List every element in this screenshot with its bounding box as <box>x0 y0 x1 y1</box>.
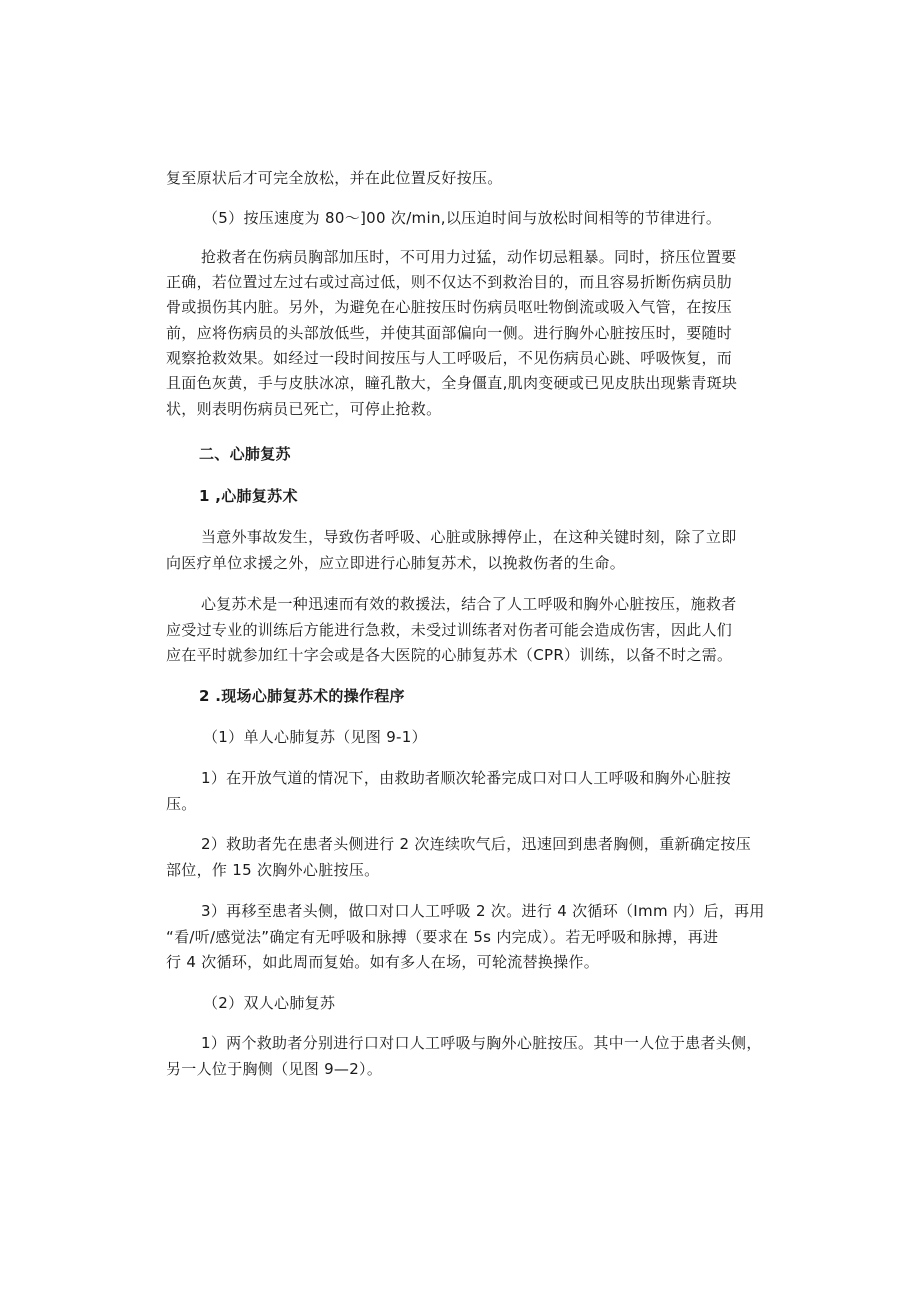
paragraph-line: 另一人位于胸侧（见图 9—2）。 <box>166 1060 383 1078</box>
text-line: 复至原状后才可完全放松，并在此位置反好按压。 <box>166 169 503 187</box>
paragraph-line: 1）两个救助者分别进行口对口人工呼吸与胸外心脏按压。其中一人位于患者头侧， <box>201 1034 762 1052</box>
paragraph-line: “看/听/感觉法”确定有无呼吸和脉搏（要求在 5s 内完成）。若无呼吸和脉搏，再进 <box>166 928 719 946</box>
paragraph-line: 状，则表明伤病员已死亡，可停止抢救。 <box>166 400 442 418</box>
paragraph-line: 应受过专业的训练后方能进行急救，未受过训练者对伤者可能会造成伤害，因此人们 <box>166 621 733 639</box>
subsection-heading: 1 ,心肺复苏术 <box>199 487 298 505</box>
paragraph-line: 正确，若位置过左过右或过高过低，则不仅达不到救治目的，而且容易折断伤病员肋 <box>166 273 733 291</box>
text-line: （5）按压速度为 80〜]00 次/min,以压迫时间与放松时间相等的节律进行。 <box>203 209 722 227</box>
item-heading: （1）单人心肺复苏（见图 9-1） <box>203 728 427 746</box>
paragraph-line: 前，应将伤病员的头部放低些，并使其面部偏向一侧。进行胸外心脏按压时，要随时 <box>166 324 733 342</box>
paragraph-line: 2）救助者先在患者头侧进行 2 次连续吹气后，迅速回到患者胸侧，重新确定按压 <box>201 835 752 853</box>
paragraph-line: 压。 <box>166 795 197 813</box>
paragraph-line: 部位，作 15 次胸外心脏按压。 <box>166 861 380 879</box>
section-heading: 二、心肺复苏 <box>199 445 291 463</box>
paragraph-line: 骨或损伤其内脏。另外，为避免在心脏按压时伤病员呕吐物倒流或吸入气管，在按压 <box>166 298 733 316</box>
subsection-heading: 2 .现场心肺复苏术的操作程序 <box>199 687 405 705</box>
item-heading: （2）双人心肺复苏 <box>203 994 336 1012</box>
paragraph-line: 当意外事故发生，导致伤者呼吸、心脏或脉搏停止，在这种关键时刻，除了立即 <box>201 528 737 546</box>
paragraph-line: 向医疗单位求援之外，应立即进行心肺复苏术，以挽救伤者的生命。 <box>166 554 626 572</box>
paragraph-line: 抢救者在伤病员胸部加压时，不可用力过猛，动作切忌粗暴。同时，挤压位置要 <box>201 248 737 266</box>
paragraph-line: 且面色灰黄，手与皮肤冰凉，瞳孔散大，全身僵直,肌肉变硬或已见皮肤出现紫青斑块 <box>166 374 738 392</box>
paragraph-line: 应在平时就参加红十字会或是各大医院的心肺复苏术（CPR）训练，以备不时之需。 <box>166 646 733 664</box>
paragraph-line: 心复苏术是一种迅速而有效的救援法，结合了人工呼吸和胸外心脏按压，施救者 <box>201 595 737 613</box>
paragraph-line: 3）再移至患者头侧，做口对口人工呼吸 2 次。进行 4 次循环（Imm 内）后，再用 <box>201 902 765 920</box>
paragraph-line: 行 4 次循环，如此周而复始。如有多人在场，可轮流替换操作。 <box>166 953 600 971</box>
paragraph-line: 观察抢救效果。如经过一段时间按压与人工呼吸后，不见伤病员心跳、呼吸恢复，而 <box>166 349 733 367</box>
paragraph-line: 1）在开放气道的情况下，由救助者顺次轮番完成口对口人工呼吸和胸外心脏按 <box>201 769 732 787</box>
